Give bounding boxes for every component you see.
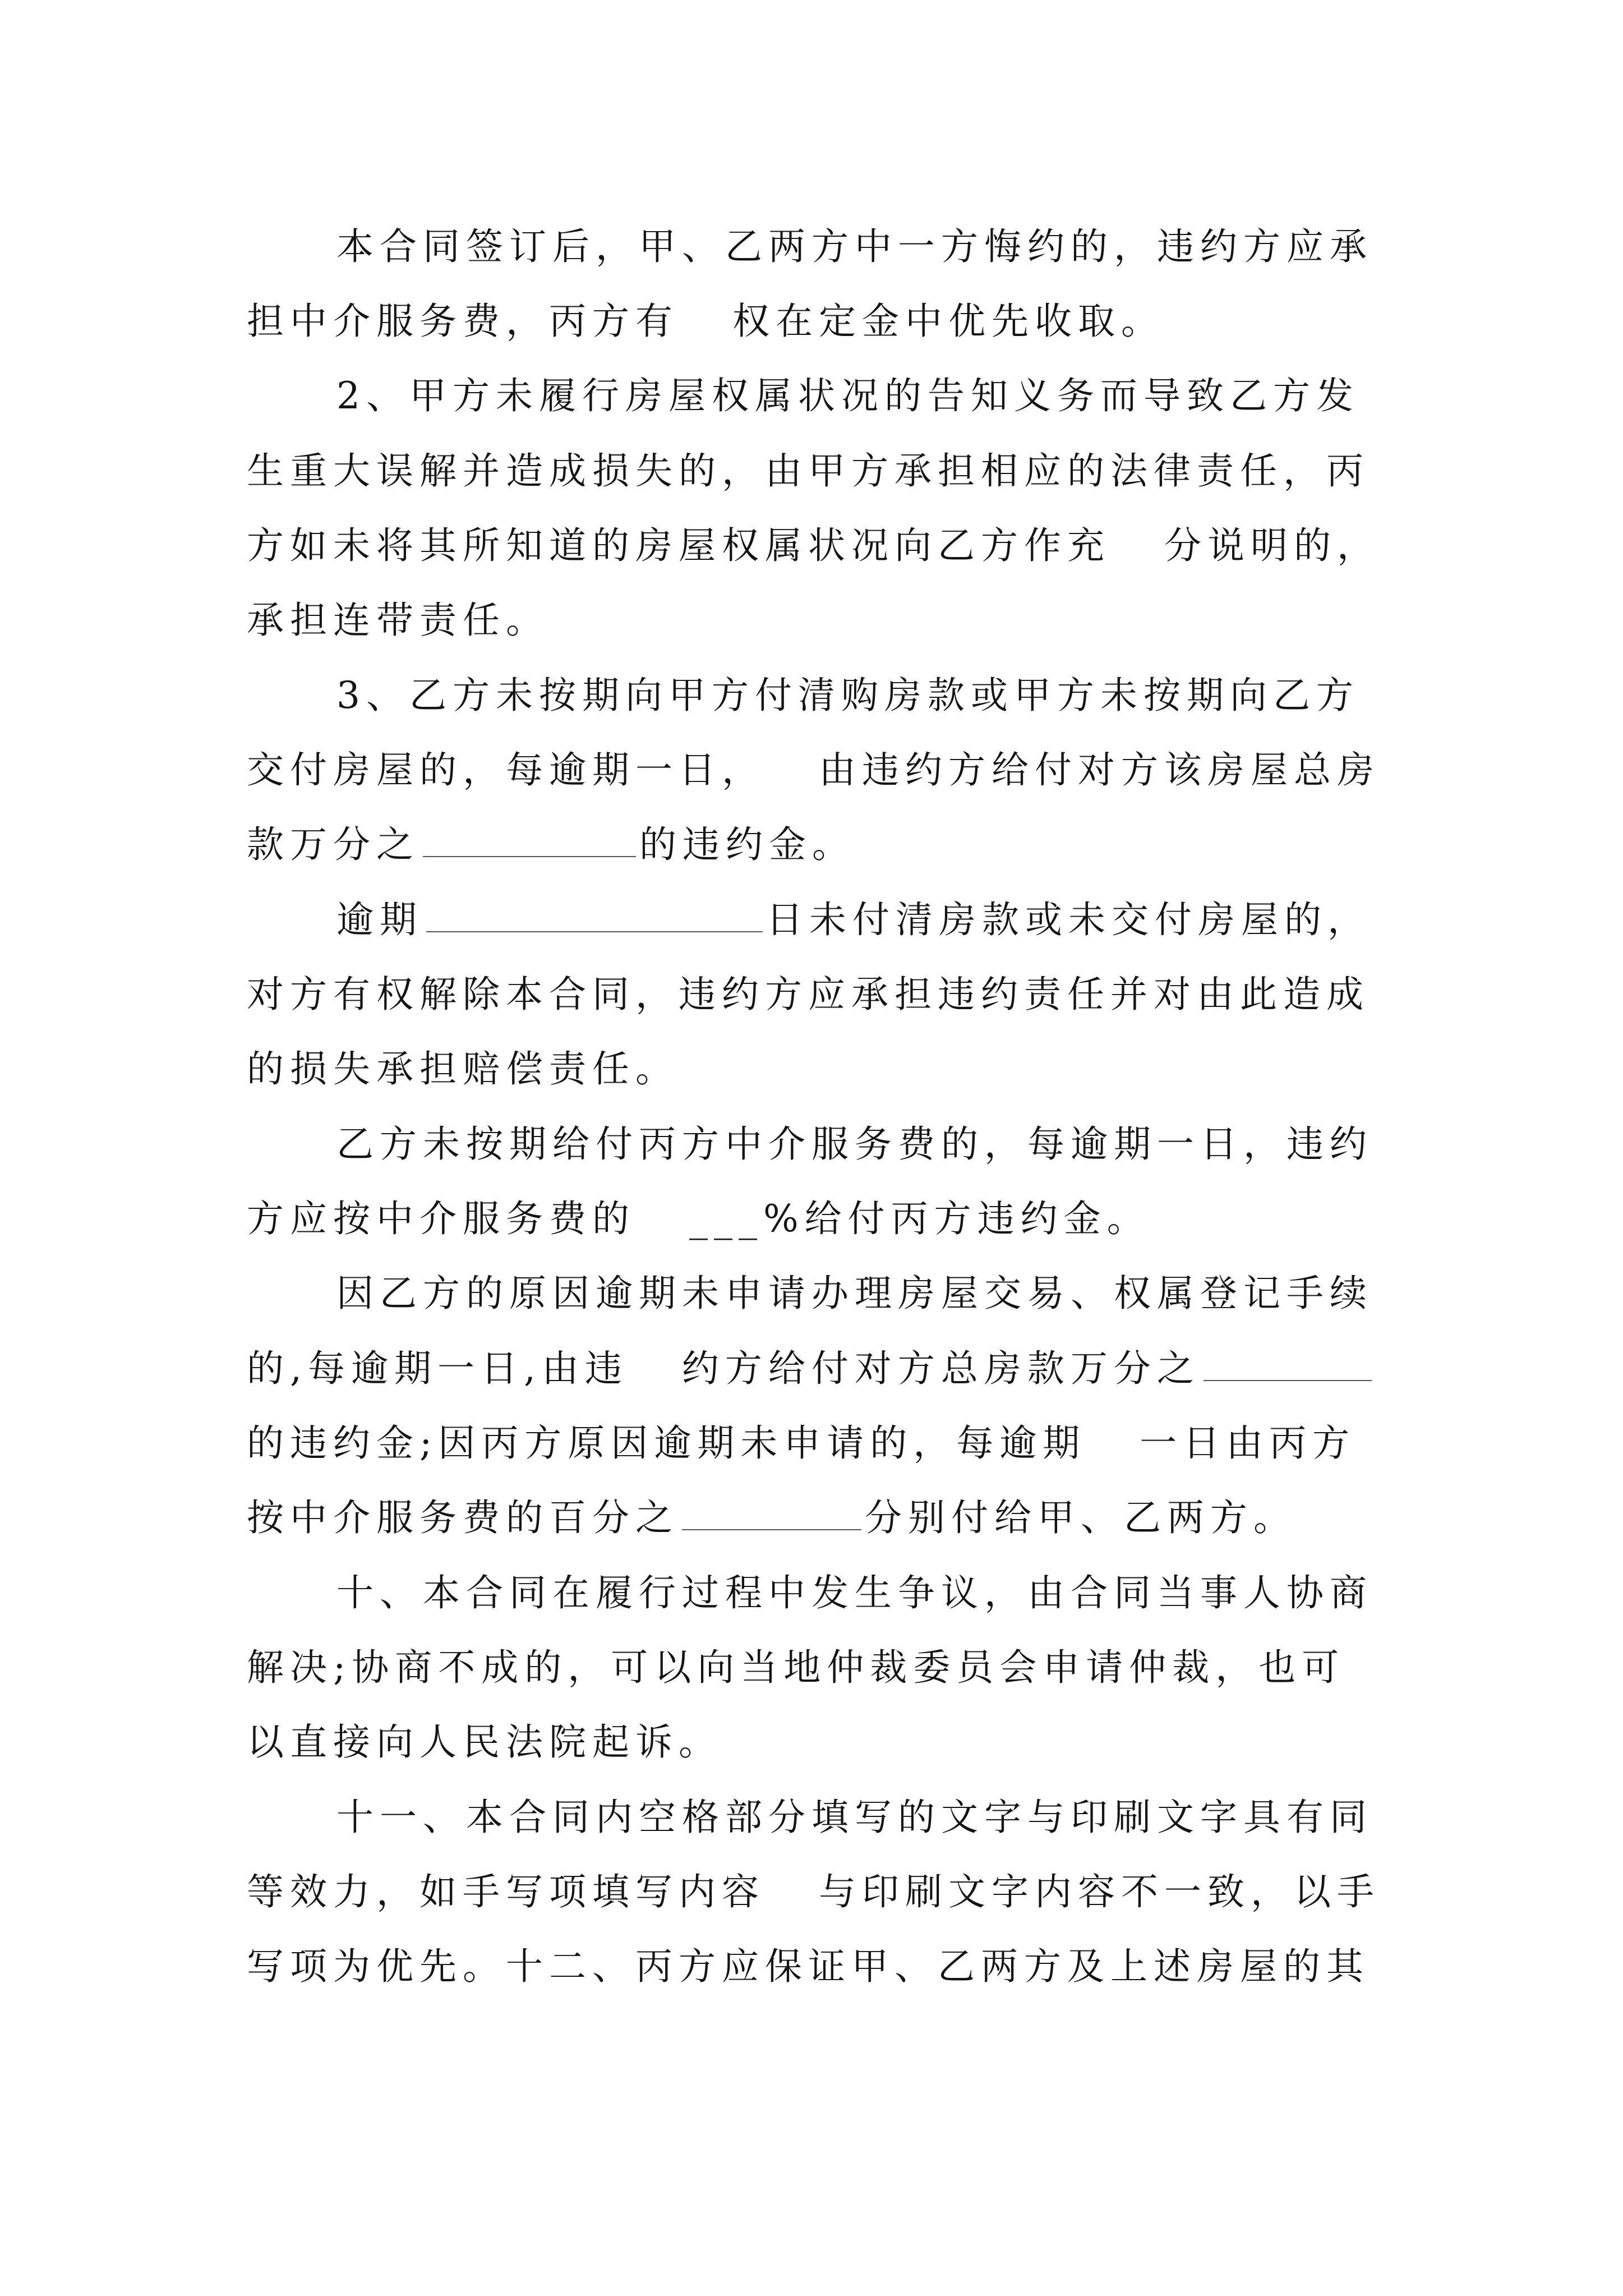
fill-in-blank — [426, 927, 763, 932]
text-line: 乙方未按期给付丙方中介服务费的，每逾期一日，违约 — [336, 1122, 1373, 1166]
text-line: 十一、本合同内空格部分填写的文字与印刷文字具有同 — [336, 1796, 1373, 1839]
text-line: 写项为优先。十二、丙方应保证甲、乙两方及上述房屋的其 — [247, 1945, 1370, 1988]
text-line: 的违约金;因丙方原因逾期未申请的，每逾期 一日由丙方 — [247, 1421, 1356, 1465]
text-line: 方如未将其所知道的房屋权属状况向乙方作充 分说明的， — [247, 524, 1380, 567]
text-line: 3、乙方未按期向甲方付清购房款或甲方未按期向乙方 — [336, 674, 1359, 717]
text-line: 2、甲方未履行房屋权属状况的告知义务而导致乙方发 — [336, 374, 1359, 417]
text-line: 解决;协商不成的，可以向当地仲裁委员会申请仲裁，也可 — [247, 1646, 1345, 1689]
text-line: 款万分之 的违约金。 — [247, 823, 855, 866]
text-line: 按中介服务费的百分之 分别付给甲、乙两方。 — [247, 1496, 1297, 1539]
fill-in-blank — [423, 852, 636, 857]
text-line: 担中介服务费，丙方有 权在定金中优先收取。 — [247, 300, 1164, 343]
fill-in-blank — [682, 1525, 861, 1530]
text-line: 生重大误解并造成损失的，由甲方承担相应的法律责任，丙 — [247, 449, 1370, 493]
text-line: 对方有权解除本合同，违约方应承担违约责任并对由此造成 — [247, 973, 1370, 1016]
text-line: 以直接向人民法院起诉。 — [247, 1720, 722, 1764]
text-line: 的,每逾期一日,由违 约方给付对方总房款万分之 — [247, 1346, 1375, 1391]
text-line: 的损失承担赔偿责任。 — [247, 1047, 679, 1091]
text-line: 等效力，如手写项填写内容 与印刷文字内容不一致，以手 — [247, 1870, 1380, 1913]
text-line: 交付房屋的，每逾期一日， 由违约方给付对方该房屋总房 — [247, 748, 1380, 792]
fill-in-blank — [1204, 1375, 1372, 1381]
text-line: 因乙方的原因逾期未申请办理房屋交易、权属登记手续 — [336, 1272, 1373, 1315]
text-line: 方应按中介服务费的 ___%给付丙方违约金。 — [247, 1197, 1150, 1240]
text-line: 本合同签订后，甲、乙两方中一方悔约的，违约方应承 — [336, 225, 1373, 268]
text-line: 承担连带责任。 — [247, 599, 549, 642]
text-line: 逾期 日未付清房款或未交付房屋的， — [336, 898, 1371, 941]
text-line: 十、本合同在履行过程中发生争议，由合同当事人协商 — [336, 1571, 1373, 1614]
